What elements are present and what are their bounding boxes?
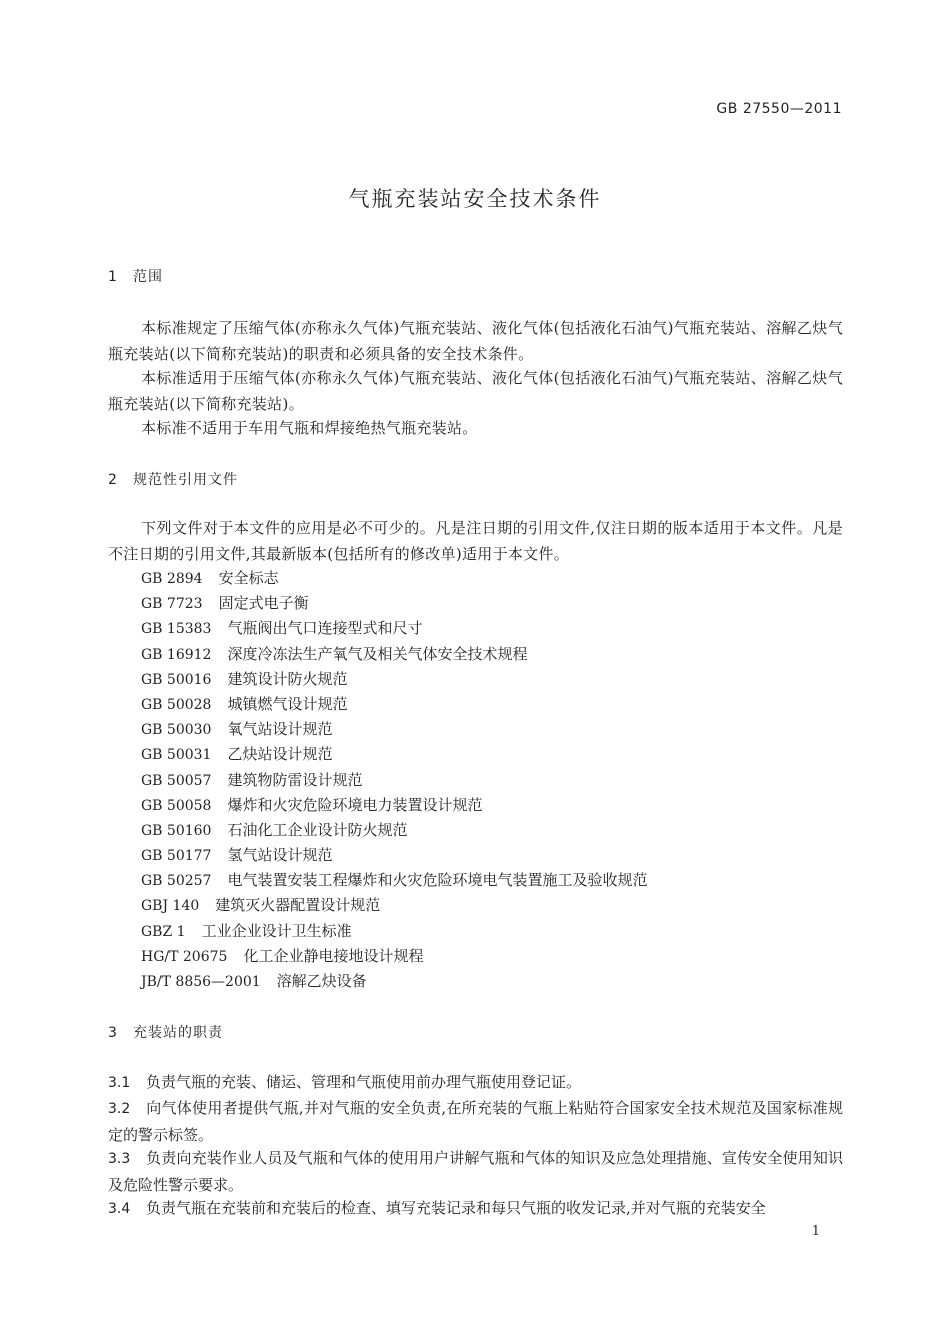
page-number: 1 bbox=[811, 1224, 820, 1239]
reference-title: 石油化工企业设计防火规范 bbox=[227, 820, 408, 839]
reference-item bbox=[141, 944, 841, 969]
paragraph: 本标准规定了压缩气体(亦称永久气体)气瓶充装站、液化气体(包括液化石油气)气瓶充装站、溶解乙炔气瓶充装站(以下简称充装站)的职责和必须具备的安全技术条件。 bbox=[108, 319, 843, 363]
reference-item bbox=[141, 893, 841, 918]
clause bbox=[108, 1195, 843, 1221]
clause-text: 负责气瓶的充装、储运、管理和气瓶使用前办理气瓶使用登记证。 bbox=[146, 1073, 582, 1091]
reference-code: GB 50031 bbox=[141, 747, 212, 764]
clause bbox=[108, 1145, 843, 1198]
paragraph: 本标准不适用于车用气瓶和焊接绝热气瓶充装站。 bbox=[141, 419, 478, 437]
clause-text: 负责向充装作业人员及气瓶和气体的使用用户讲解气瓶和气体的知识及应急处理措施、宣传安全使用知识及危险性警示要求。 bbox=[108, 1149, 843, 1194]
clause-number: 3.4 bbox=[108, 1201, 131, 1217]
reference-code: GB 50160 bbox=[141, 822, 212, 839]
section-number: 2 bbox=[108, 472, 118, 488]
reference-item bbox=[141, 793, 841, 818]
reference-code: GB 16912 bbox=[141, 646, 212, 663]
reference-code: GBZ 1 bbox=[141, 923, 186, 940]
section-number: 3 bbox=[108, 1025, 118, 1041]
reference-code: GB 50058 bbox=[141, 797, 212, 814]
reference-code: GB 50057 bbox=[141, 772, 212, 789]
reference-code: GB 50016 bbox=[141, 671, 212, 688]
reference-title: 乙炔站设计规范 bbox=[227, 745, 333, 764]
section-title: 范围 bbox=[133, 269, 163, 285]
clause-number: 3.1 bbox=[108, 1075, 131, 1091]
reference-item bbox=[141, 642, 841, 667]
normative-references-list bbox=[141, 566, 841, 994]
reference-code: GB 50177 bbox=[141, 848, 212, 865]
reference-title: 安全标志 bbox=[218, 569, 279, 587]
reference-code: GB 50257 bbox=[141, 873, 212, 890]
reference-title: 深度冷冻法生产氧气及相关气体安全技术规程 bbox=[227, 644, 528, 663]
reference-item bbox=[141, 843, 841, 868]
reference-item bbox=[141, 868, 841, 893]
clause-number: 3.2 bbox=[108, 1101, 131, 1117]
standard-code: GB 27550—2011 bbox=[716, 101, 842, 117]
reference-title: 工业企业设计卫生标准 bbox=[201, 921, 352, 940]
reference-title: 氧气站设计规范 bbox=[227, 720, 333, 739]
reference-title: 建筑灭火器配置设计规范 bbox=[215, 896, 381, 915]
reference-title: 建筑物防雷设计规范 bbox=[227, 770, 363, 789]
reference-item bbox=[141, 692, 841, 717]
document-title: 气瓶充装站安全技术条件 bbox=[348, 187, 602, 211]
reference-item bbox=[141, 616, 841, 641]
section-number: 1 bbox=[108, 269, 118, 285]
section-title: 规范性引用文件 bbox=[133, 472, 238, 488]
reference-item bbox=[141, 566, 841, 591]
reference-item bbox=[141, 818, 841, 843]
reference-item bbox=[141, 768, 841, 793]
reference-code: GB 50030 bbox=[141, 722, 212, 739]
reference-title: 城镇燃气设计规范 bbox=[227, 694, 348, 713]
reference-title: 氢气站设计规范 bbox=[227, 846, 333, 865]
reference-code: GBJ 140 bbox=[141, 898, 200, 915]
section-1-heading bbox=[108, 266, 808, 286]
paragraph: 下列文件对于本文件的应用是必不可少的。凡是注日期的引用文件,仅注日期的版本适用于本文件。凡是不注日期的引用文件,其最新版本(包括所有的修改单)适用于本文件。 bbox=[108, 519, 843, 563]
reference-title: 建筑设计防火规范 bbox=[227, 669, 348, 688]
reference-item bbox=[141, 667, 841, 692]
reference-item bbox=[141, 742, 841, 767]
reference-title: 气瓶阀出气口连接型式和尺寸 bbox=[227, 619, 423, 638]
reference-item bbox=[141, 919, 841, 944]
reference-title: 化工企业静电接地设计规程 bbox=[243, 946, 424, 965]
reference-item bbox=[141, 591, 841, 616]
section-title: 充装站的职责 bbox=[133, 1025, 223, 1041]
paragraph: 本标准适用于压缩气体(亦称永久气体)气瓶充装站、液化气体(包括液化石油气)气瓶充装站、溶解乙炔气瓶充装站(以下简称充装站)。 bbox=[108, 369, 843, 413]
section-3-heading bbox=[108, 1022, 808, 1042]
reference-code: GB 15383 bbox=[141, 621, 212, 638]
reference-code: HG/T 20675 bbox=[141, 948, 228, 965]
reference-code: JB/T 8856—2001 bbox=[141, 974, 261, 990]
reference-title: 溶解乙炔设备 bbox=[276, 972, 367, 990]
reference-item bbox=[141, 717, 841, 742]
reference-item bbox=[141, 969, 841, 994]
reference-title: 爆炸和火灾危险环境电力装置设计规范 bbox=[227, 795, 483, 814]
clause bbox=[108, 1069, 843, 1096]
reference-code: GB 50028 bbox=[141, 696, 212, 713]
clause-text: 负责气瓶在充装前和充装后的检查、填写充装记录和每只气瓶的收发记录,并对气瓶的充装安全 bbox=[146, 1199, 766, 1217]
clause-text: 向气体使用者提供气瓶,并对气瓶的安全负责,在所充装的气瓶上粘贴符合国家安全技术规范及国家标准规定的警示标签。 bbox=[108, 1099, 843, 1144]
clause-number: 3.3 bbox=[108, 1151, 131, 1167]
reference-code: GB 7723 bbox=[141, 596, 203, 613]
reference-title: 电气装置安装工程爆炸和火灾危险环境电气装置施工及验收规范 bbox=[227, 871, 648, 890]
reference-code: GB 2894 bbox=[141, 571, 203, 587]
section-2-heading bbox=[108, 469, 808, 489]
reference-title: 固定式电子衡 bbox=[218, 594, 309, 613]
clause bbox=[108, 1095, 843, 1148]
